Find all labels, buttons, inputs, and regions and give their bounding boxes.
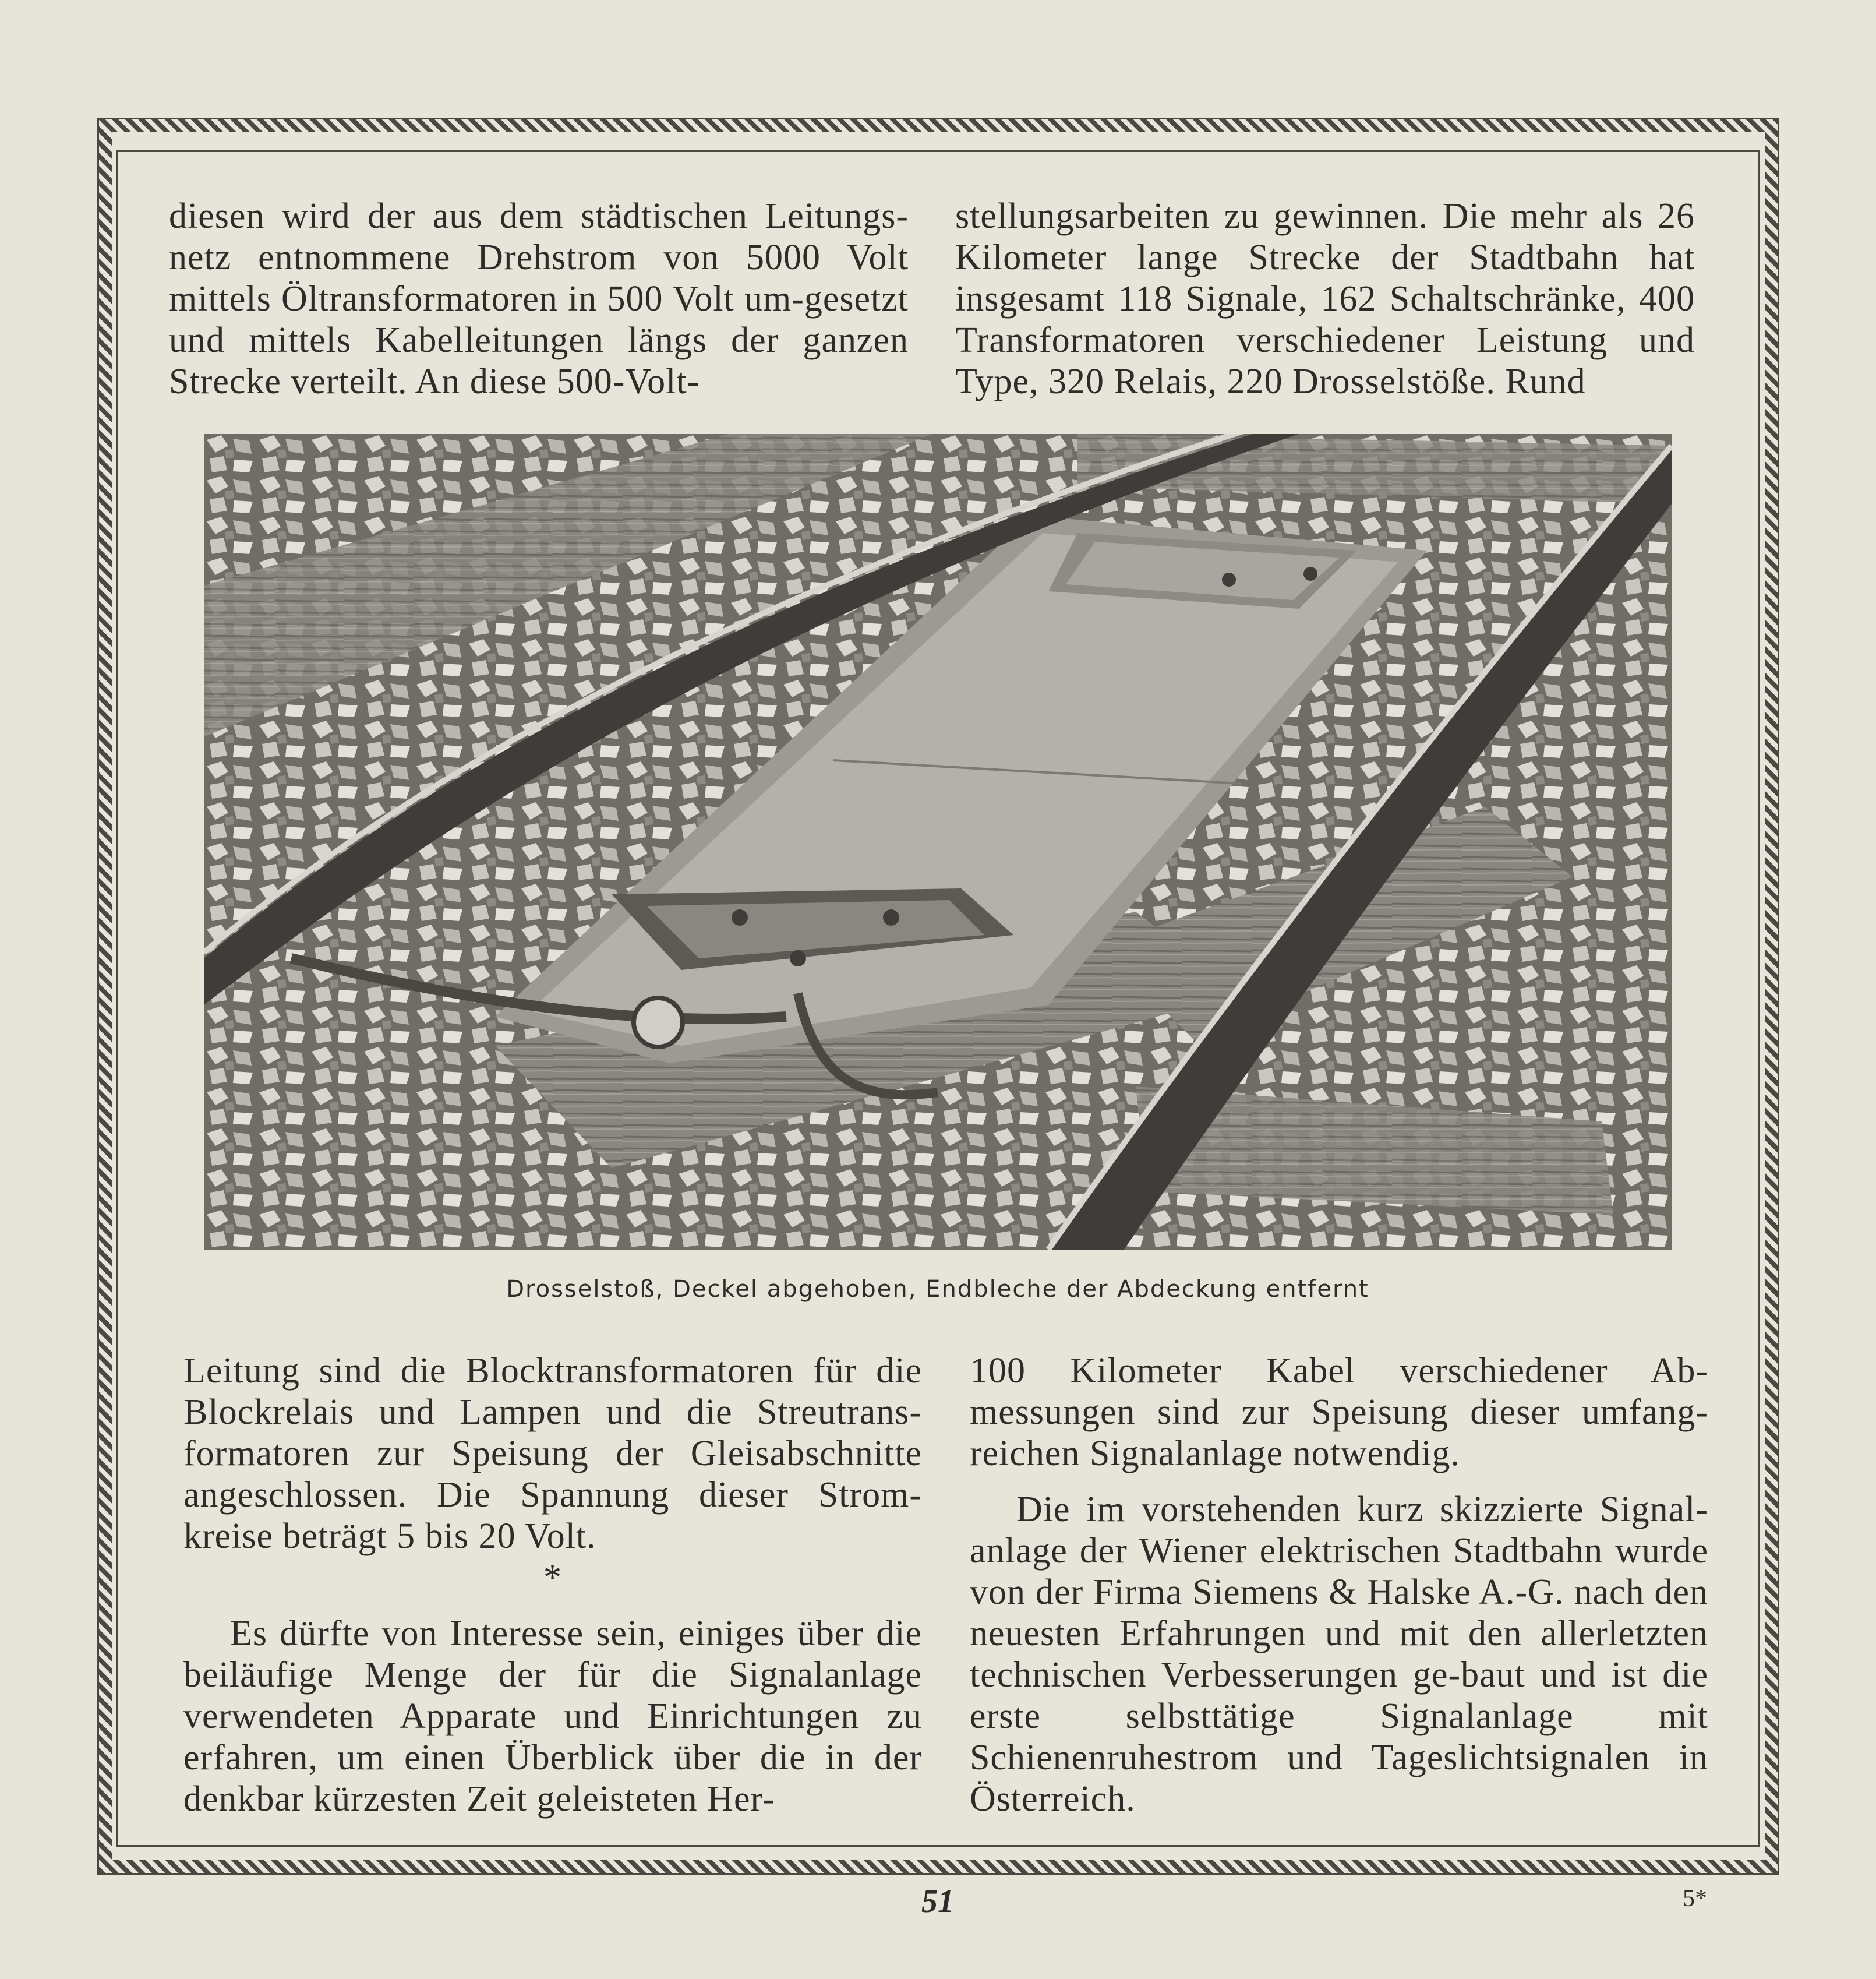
section-separator: * — [543, 1558, 562, 1597]
bottom-left-paragraph-1: Leitung sind die Blocktransformatoren für die Blockrelais und Lampen und die Streutrans-formatoren zur Speisung der Gleisabschnitte angeschlossen. Die Spannung dieser Strom-kreise beträgt 5 bis 20 Volt. — [183, 1351, 922, 1556]
top-right-paragraph: stellungsarbeiten zu gewinnen. Die mehr als 26 Kilometer lange Strecke der Stadtbahn hat insgesamt 118 Signale, 162 Schaltschränke, 400 Transformatoren verschiedener Leistung und Type, 320 Relais, 220 Drosselstöße. Rund — [955, 196, 1695, 401]
bottom-right-paragraph-2: Die im vorstehenden kurz skizzierte Signal-anlage der Wiener elektrischen Stadtbahn wurde von der Firma Siemens & Halske A.-G. nach den neuesten Erfahrungen und mit den allerletzten technischen Verbesserungen ge-baut und ist die erste selbsttätige Signalanlage mit Schienenruhestrom und Tageslichtsignalen in Österreich. — [970, 1490, 1708, 1819]
bottom-right-column — [970, 1350, 1708, 1820]
bottom-left-paragraph-2: Es dürfte von Interesse sein, einiges über die beiläufige Menge der für die Signalanlage verwendeten Apparate und Einrichtungen zu erfahren, um einen Überblick über die in der denkbar kürzesten Zeit geleisteten Her- — [183, 1614, 922, 1819]
bottom-right-paragraph-1: 100 Kilometer Kabel verschiedener Ab-messungen sind zur Speisung dieser umfang-reichen Signalanlage notwendig. — [970, 1351, 1708, 1473]
page-number: 51 — [921, 1883, 954, 1920]
top-left-paragraph: diesen wird der aus dem städtischen Leitungs-netz entnommene Drehstrom von 5000 Volt mittels Öltransformatoren in 500 Volt um-gesetzt und mittels Kabelleitungen längs der ganzen Strecke verteilt. An diese 500-Volt- — [169, 196, 909, 401]
signature-mark: 5* — [1683, 1885, 1707, 1912]
photo-caption: Drosselstoß, Deckel abgehoben, Endbleche der Abdeckung entfernt — [506, 1276, 1369, 1303]
track-photograph — [204, 434, 1672, 1250]
top-left-column — [169, 196, 909, 403]
bottom-left-column — [183, 1350, 922, 1820]
top-right-column — [955, 196, 1695, 403]
